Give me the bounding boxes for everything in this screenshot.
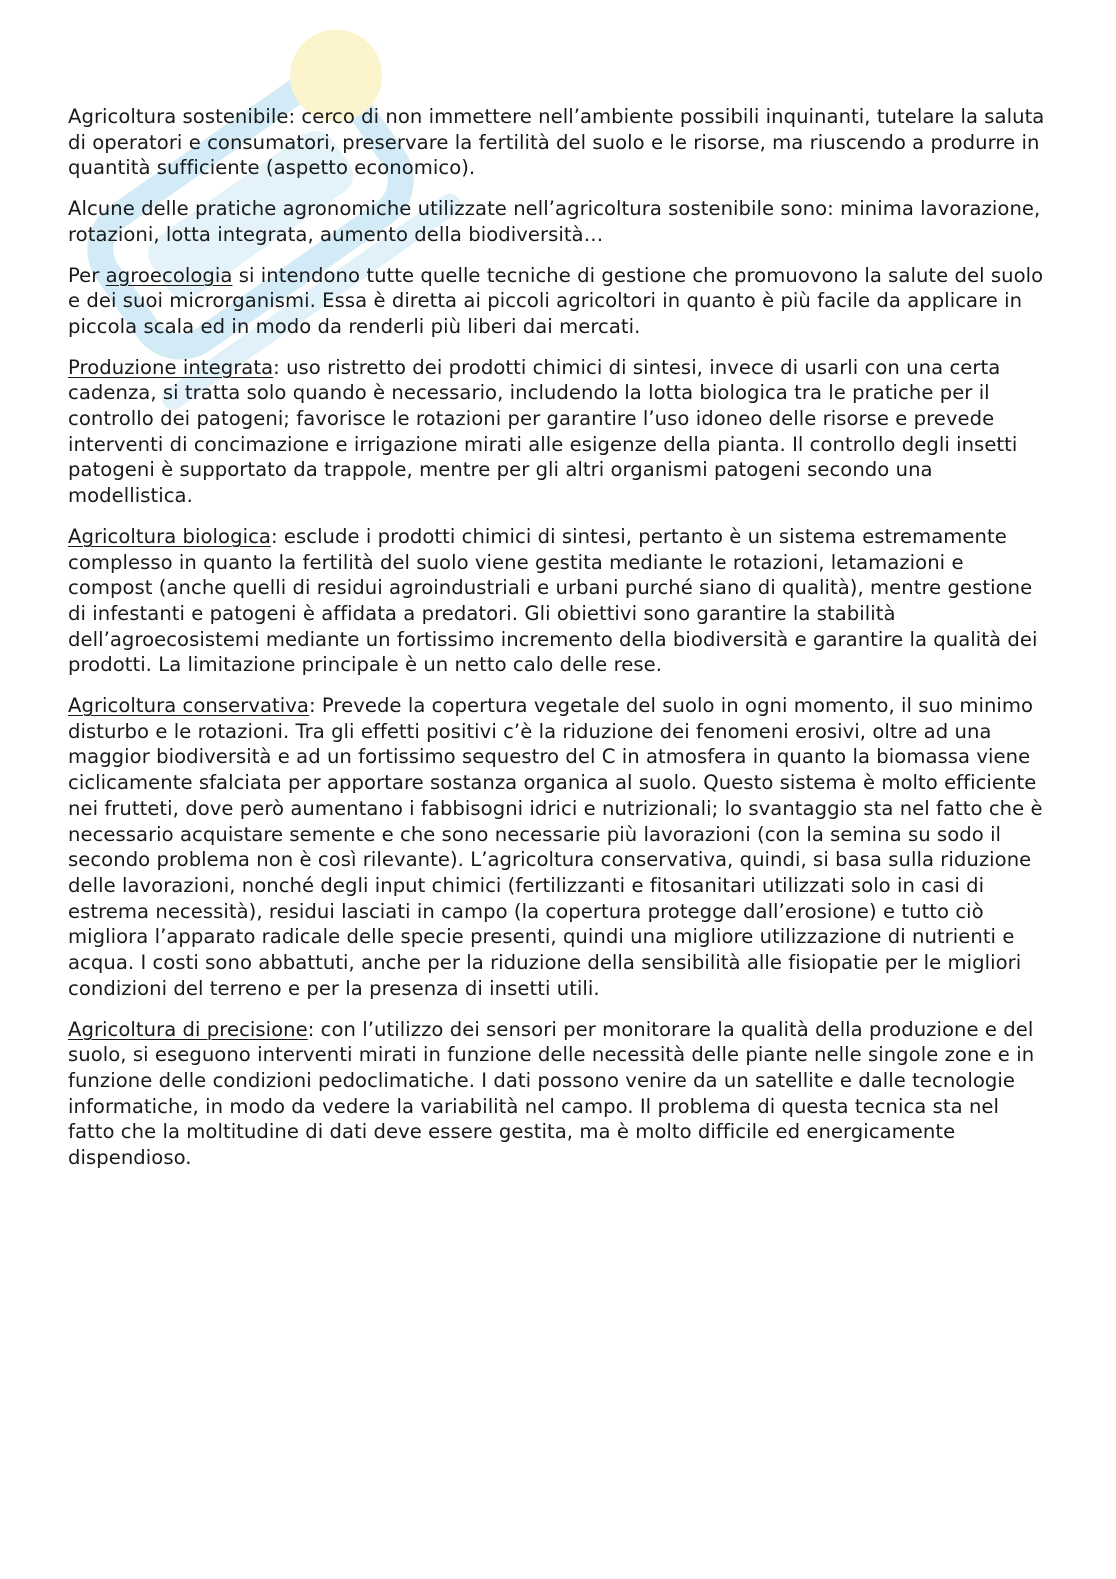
paragraph-pratiche-agronomiche (68, 196, 1048, 247)
term-agricoltura-conservativa: Agricoltura conservativa (68, 694, 309, 718)
paragraph-text: : esclude i prodotti chimici di sintesi, pertanto è un sistema estremamente complesso in quanto la fertilità del suolo viene gestita mediante le rotazioni, letamazioni e compost (anche quelli di residui agroindustriali e urbani purché siano di qualità), mentre gestione di infestanti e patogeni è affidata a predatori. Gli obiettivi sono garantire la stabilità dell’agroecosistemi mediante un fortissimo incremento della biodiversità e garantire la qualità dei prodotti. La limitazione principale è un netto calo delle rese. (68, 524, 1038, 677)
document-body (68, 104, 1048, 1186)
paragraph-text: si intendono tutte quelle tecniche di gestione che promuovono la salute del suolo e dei suoi microrganismi. Essa è diretta ai piccoli agricoltori in quanto è più facile da applicare in piccola scala ed in modo da renderli più liberi dai mercati. (68, 263, 1044, 338)
paragraph-text: Agricoltura sostenibile: cerco di non immettere nell’ambiente possibili inquinanti, tutelare la saluta di operatori e consumatori, preservare la fertilità del suolo e le risorse, ma riuscendo a produrre in quantità sufficiente (aspetto economico). (68, 105, 1045, 180)
paragraph-agroecologia (68, 263, 1048, 340)
paragraph-agricoltura-conservativa (68, 693, 1048, 1001)
term-agricoltura-di-precisione: Agricoltura di precisione (68, 1017, 308, 1041)
paragraph-agricoltura-biologica (68, 524, 1048, 678)
term-produzione-integrata: Produzione integrata (68, 355, 274, 379)
paragraph-agricoltura-di-precisione (68, 1017, 1048, 1171)
paragraph-text: : Prevede la copertura vegetale del suolo in ogni momento, il suo minimo disturbo e le rotazioni. Tra gli effetti positivi c’è la riduzione dei fenomeni erosivi, oltre ad una maggior biodiversità e ad un fortissimo sequestro del C in atmosfera in quanto la biomassa viene ciclicamente sfalciata per apportare sostanza organica al suolo. Questo sistema è molto efficiente nei frutteti, dove però aumentano i fabbisogni idrici e nutrizionali; lo svantaggio sta nel fatto che è necessario acquistare semente e che sono necessarie più lavorazioni (con la semina su sodo il secondo problema non è così rilevante). L’agricoltura conservativa, quindi, si basa sulla riduzione delle lavorazioni, nonché degli input chimici (fertilizzanti e fitosanitari utilizzati solo in casi di estrema necessità), residui lasciati in campo (la copertura protegge dall’erosione) e tutto ciò migliora l’apparato radicale delle specie presenti, quindi una migliore utilizzazione di nutrienti e acqua. I costi sono abbattuti, anche per la riduzione della sensibilità alle fisiopatie per le migliori condizioni del terreno e per la presenza di insetti utili. (68, 694, 1043, 1000)
paragraph-text: : con l’utilizzo dei sensori per monitorare la qualità della produzione e del suolo, si eseguono interventi mirati in funzione delle necessità delle piante nelle singole zone e in funzione delle condizioni pedoclimatiche. I dati possono venire da un satellite e dalle tecnologie informatiche, in modo da vedere la variabilità nel campo. Il problema di questa tecnica sta nel fatto che la moltitudine di dati deve essere gestita, ma è molto difficile ed energicamente dispendioso. (68, 1017, 1035, 1170)
term-agricoltura-biologica: Agricoltura biologica (68, 524, 271, 548)
paragraph-text: Alcune delle pratiche agronomiche utilizzate nell’agricoltura sostenibile sono: minima lavorazione, rotazioni, lotta integrata, aumento della biodiversità… (68, 197, 1041, 246)
paragraph-prefix: Per (68, 263, 106, 287)
paragraph-text: : uso ristretto dei prodotti chimici di sintesi, invece di usarli con una certa cadenza, si tratta solo quando è necessario, includendo la lotta biologica tra le pratiche per il controllo dei patogeni; favorisce le rotazioni per garantire l’uso idoneo delle risorse e prevede interventi di concimazione e irrigazione mirati alle esigenze della pianta. Il controllo degli insetti patogeni è supportato da trappole, mentre per gli altri organismi patogeni secondo una modellistica. (68, 355, 1018, 508)
term-agroecologia: agroecologia (105, 263, 233, 287)
paragraph-agricoltura-sostenibile (68, 104, 1048, 181)
paragraph-produzione-integrata (68, 355, 1048, 509)
